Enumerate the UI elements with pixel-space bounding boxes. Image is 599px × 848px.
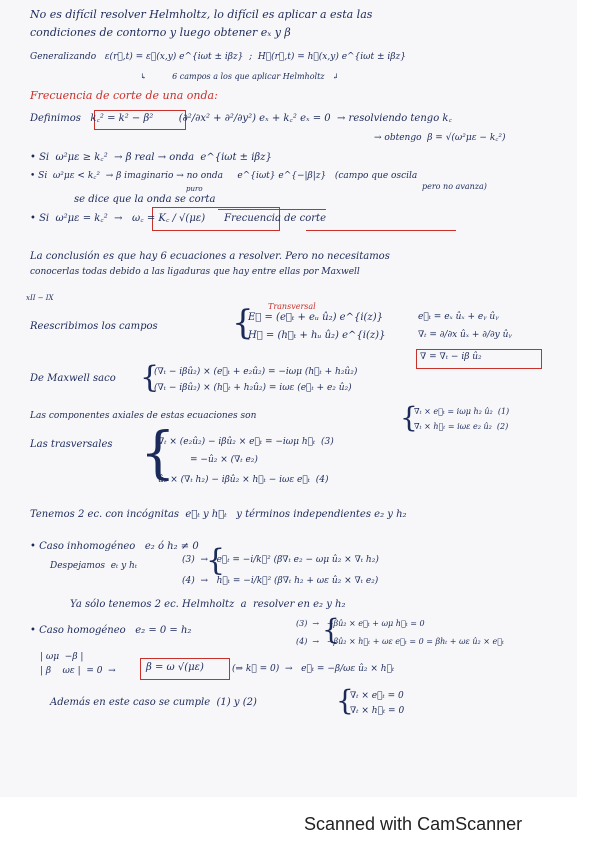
note-line: • Si ω²με = k꜀² → ω꜀ = K꜀ / √(με) Frecuencia de corte — [30, 213, 326, 224]
note-line: Ya sólo tenemos 2 ec. Helmholtz a resolver en e₂ y h₂ — [70, 599, 346, 610]
brace: { — [206, 543, 226, 578]
note-line: ∇ₜ × (e₂û₂) − iβû₂ × e⃗ₜ = −iωμ h⃗ₜ (3) — [158, 437, 334, 447]
note-line: ∇ₜ × e⃗ₜ = 0 — [350, 691, 404, 701]
note-line: puro — [186, 185, 203, 193]
note-line: → obtengo β = √(ω²με − k꜀²) — [374, 133, 506, 143]
brace: { — [400, 401, 418, 434]
camscanner-watermark: Scanned with CamScanner — [304, 814, 523, 834]
note-line: E⃗ = (e⃗ₜ + eᵤ û₂) e^{i(z)} — [248, 312, 383, 323]
note-line: xII − IX — [26, 294, 54, 302]
section-heading: Frecuencia de corte de una onda: — [30, 89, 218, 102]
note-line: se dice que la onda se corta — [74, 194, 216, 205]
note-line: No es difícil resolver Helmholtz, lo difícil es aplicar a esta las — [30, 8, 373, 21]
note-line: condiciones de contorno y luego obtener eₓ y β — [30, 26, 291, 39]
note-line: • Caso homogéneo e₂ = 0 = h₂ — [30, 625, 192, 636]
note-line: (∇ₜ − iβû₂) × (e⃗ₜ + e₂û₂) = −iωμ (h⃗ₜ + h₂û₂) — [154, 367, 358, 377]
note-line: | β ωε | = 0 → — [40, 666, 116, 676]
note-line: (3) → −βû₂ × e⃗ₜ + ωμ h⃗ₜ = 0 — [296, 619, 425, 628]
note-line: • Si ω²με < k꜀² → β imaginario → no onda e^{iωt} e^{−|β|z} (campo que oscila — [30, 171, 418, 181]
note-line: Tenemos 2 ec. con incógnitas e⃗ₜ y h⃗ₜ y términos independientes e₂ y h₂ — [30, 509, 407, 520]
brace: { — [322, 613, 340, 646]
note-line: Las componentes axiales de estas ecuaciones son — [30, 411, 257, 421]
note-line: De Maxwell saco — [30, 373, 116, 384]
red-underline — [306, 230, 456, 231]
note-line: Definimos k꜀² = k² − β² (∂²/∂x² + ∂²/∂y²) eₓ + k꜀² eₓ = 0 → resolviendo tengo k꜀ — [30, 113, 452, 124]
note-line: (4) → −βû₂ × h⃗ₜ + ωε e⃗ₜ = 0 = βhₜ + ωε û₂ × e⃗ₜ — [296, 637, 505, 646]
note-line: Generalizando ε(r⃗,t) = ε⃗(x,y) e^{iωt ± iβz} ; H⃗(r⃗,t) = h⃗(x,y) e^{iωt ± iβz} — [30, 52, 406, 62]
note-line: • Caso inhomogéneo e₂ ó h₂ ≠ 0 — [30, 541, 199, 552]
note-line: (3) → e⃗ₜ = −i/k꜀² (β∇ₜ e₂ − ωμ û₂ × ∇ₜ h₂) — [182, 555, 379, 565]
brace: { — [140, 360, 160, 395]
note-line: β = ω √(με) — [146, 662, 204, 673]
note-line: e⃗ₜ = eₓ ûₓ + eᵧ ûᵧ — [418, 312, 499, 322]
note-line: ∇ₜ × e⃗ₜ = iωμ h₂ û₂ (1) — [414, 407, 510, 416]
note-line: Las trasversales — [30, 439, 113, 450]
note-line: ∇ₜ × h⃗ₜ = iωε e₂ û₂ (2) — [414, 422, 509, 431]
note-line: Además en este caso se cumple (1) y (2) — [50, 697, 257, 708]
note-line: H⃗ = (h⃗ₜ + hᵤ û₂) e^{i(z)} — [248, 330, 386, 341]
note-line: ∇ = ∇ₜ − iβ û₂ — [420, 352, 482, 362]
note-line: conocerlas todas debido a las ligaduras que hay entre ellas por Maxwell — [30, 267, 360, 277]
note-line: Reescribimos los campos — [30, 321, 158, 332]
note-line: Despejamos eₜ y hₜ — [50, 561, 138, 571]
note-line: • Si ω²με ≥ k꜀² → β real → onda e^{iωt ± iβz} — [30, 152, 272, 163]
note-line: La conclusión es que hay 6 ecuaciones a resolver. Pero no necesitamos — [30, 251, 390, 262]
note-line: (4) → h⃗ₜ = −i/k꜀² (β∇ₜ h₂ + ωε û₂ × ∇ₜ e₂) — [182, 576, 379, 586]
note-line: ↳ 6 campos a los que aplicar Helmholtz ↲ — [140, 72, 339, 81]
note-line: û₂ × (∇ₜ h₂) − iβû₂ × h⃗ₜ − iωε e⃗ₜ (4) — [158, 475, 329, 485]
note-line: pero no avanza) — [422, 182, 487, 191]
note-line: (⇒ k꜀ = 0) → e⃗ₜ = −β/ωε û₂ × h⃗ₜ — [232, 664, 395, 674]
note-line: ∇ₜ × h⃗ₜ = 0 — [350, 706, 405, 716]
note-line: (∇ₜ − iβû₂) × (h⃗ₜ + h₂û₂) = iωε (e⃗ₜ + e₂ û₂) — [154, 383, 352, 393]
note-line: Transversal — [268, 302, 316, 311]
note-line: ∇ₜ = ∂/∂x ûₓ + ∂/∂y ûᵧ — [418, 330, 512, 340]
note-line: | ωμ −β | — [40, 652, 84, 662]
brace: { — [336, 684, 354, 717]
brace: { — [140, 421, 176, 486]
note-line: = −û₂ × (∇ₜ e₂) — [190, 455, 258, 465]
brace: { — [232, 303, 254, 343]
